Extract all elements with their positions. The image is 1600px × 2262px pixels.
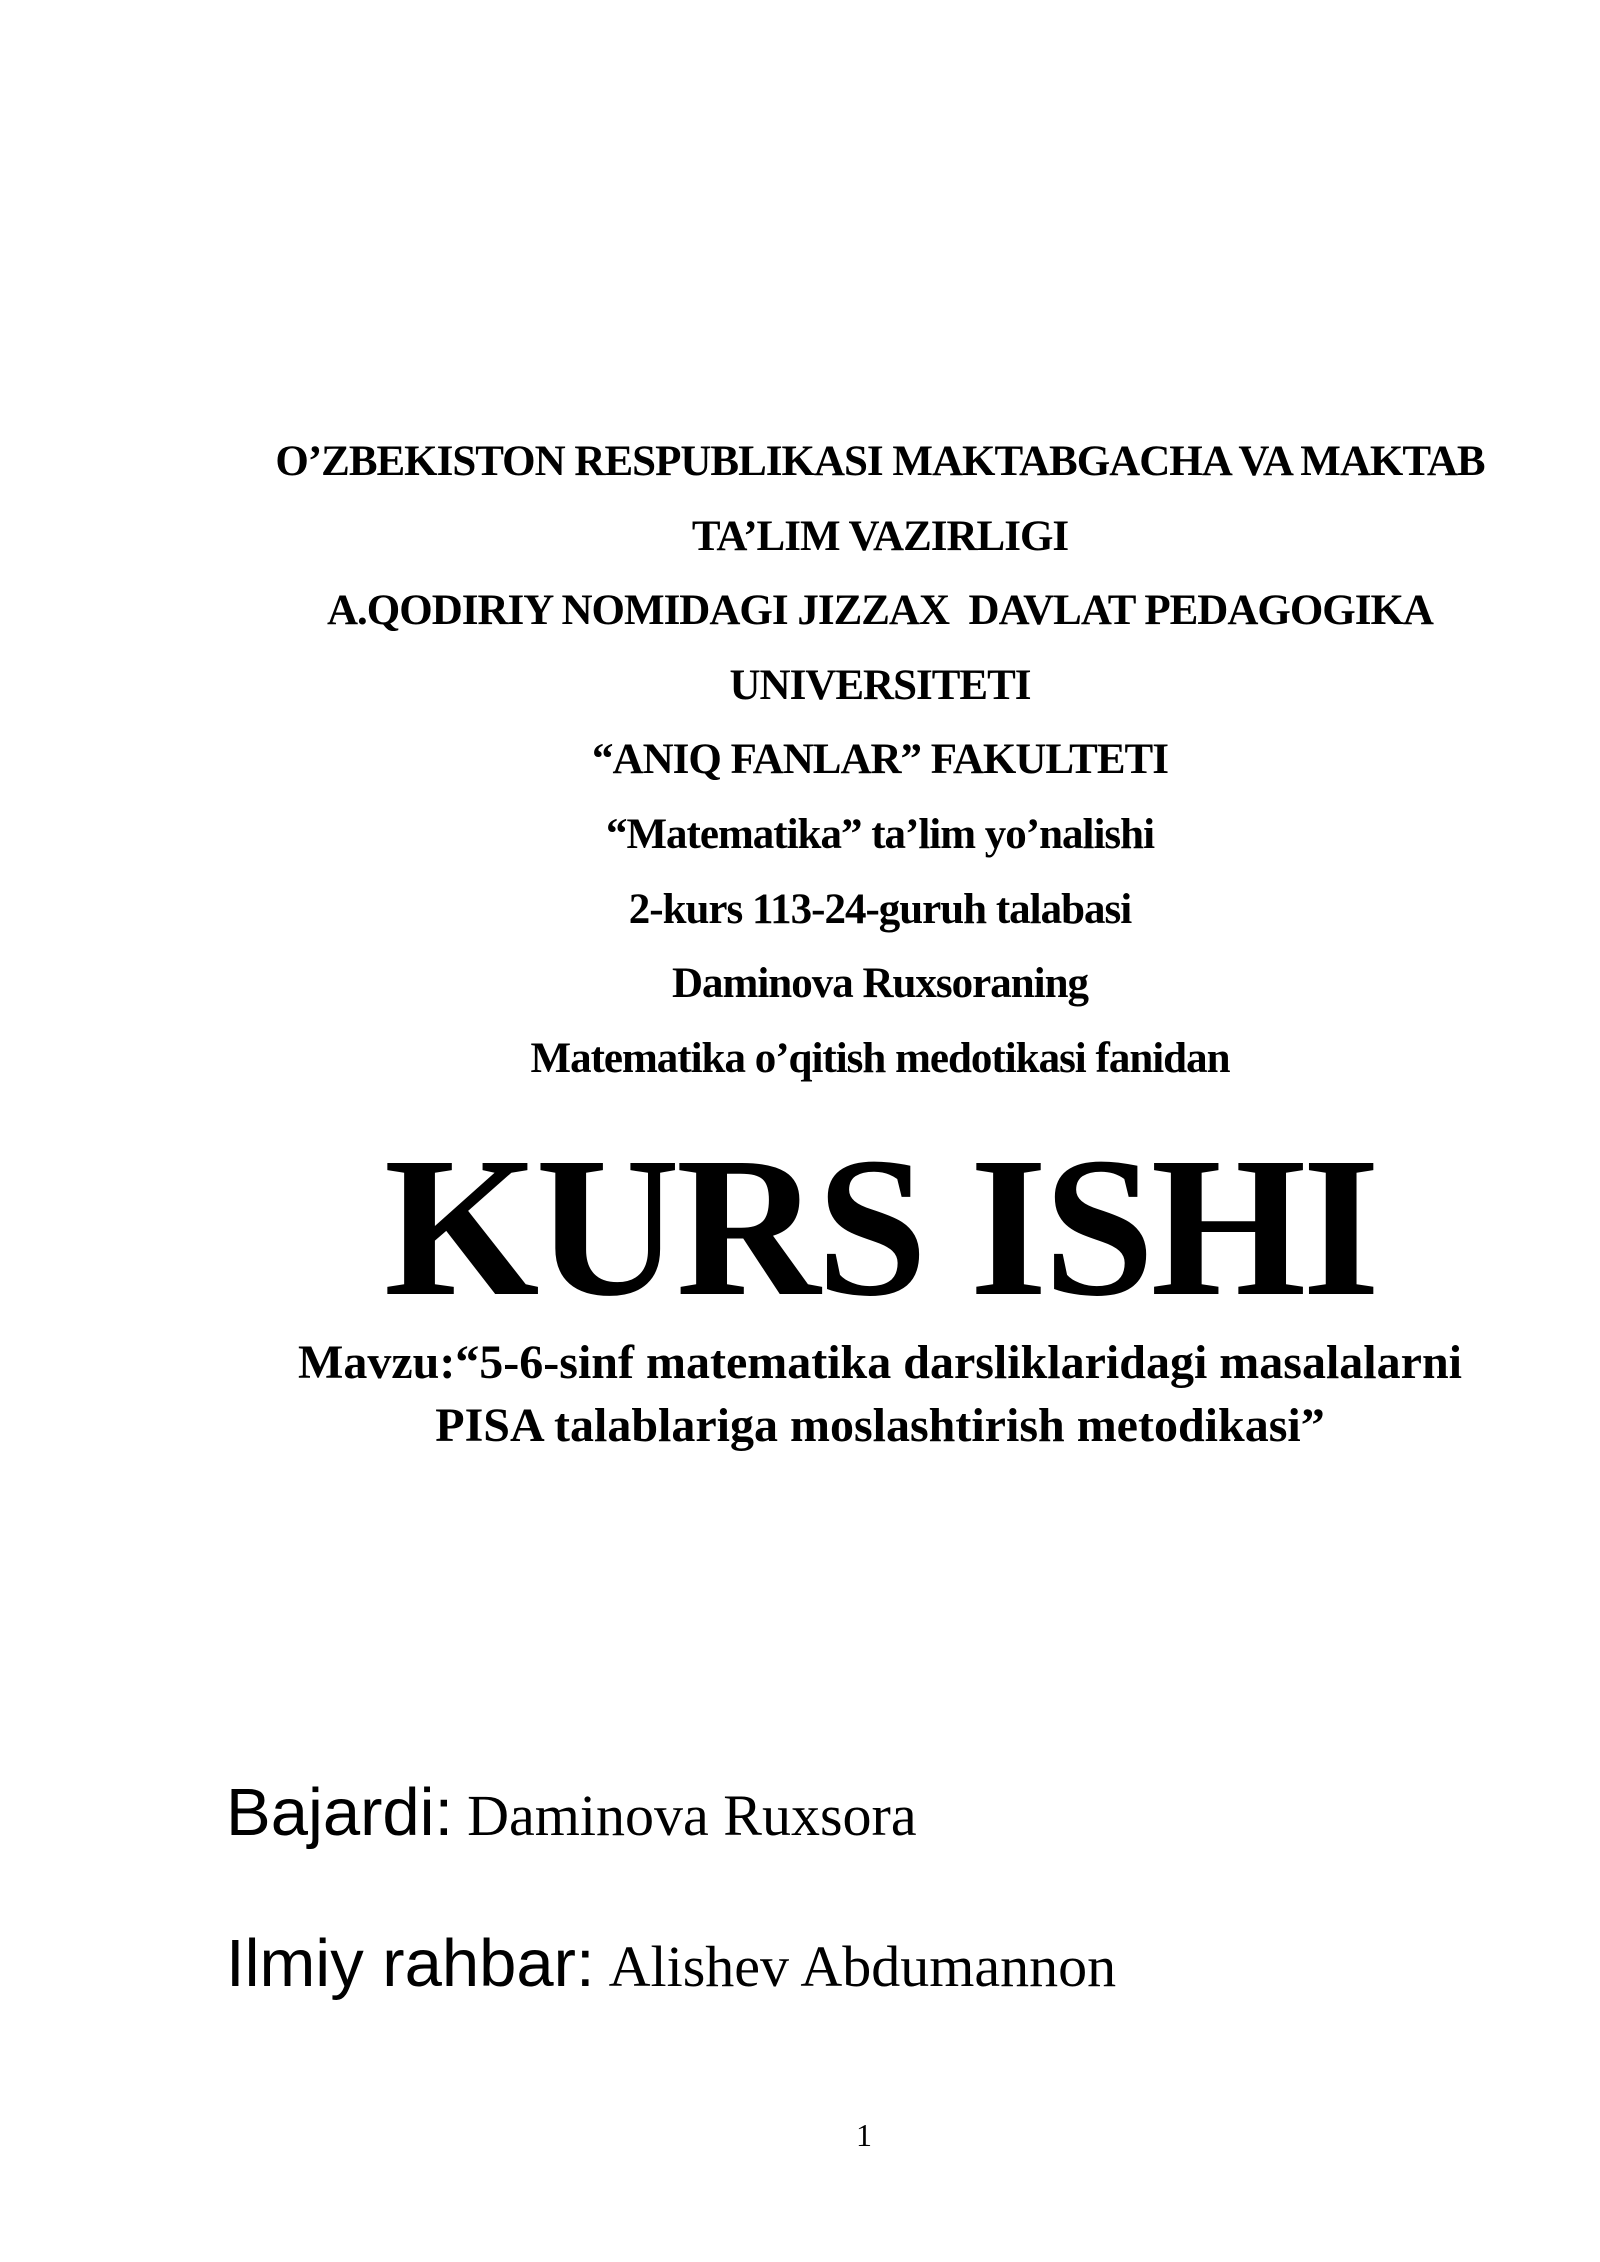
student-name-line: Daminova Ruxsoraning xyxy=(671,960,1089,1008)
document-title: KURS ISHI xyxy=(383,1117,1377,1338)
author-line xyxy=(226,1773,917,1856)
university-line-2: UNIVERSITETI xyxy=(729,661,1031,709)
ministry-line-2: TA’LIM VAZIRLIGI xyxy=(691,512,1069,560)
topic-block xyxy=(240,1332,1520,1457)
university-line-1: A.QODIRIY NOMIDAGI JIZZAX DAVLAT PEDAGOGIKA xyxy=(327,587,1433,635)
supervisor-line xyxy=(226,1924,1116,2007)
author-label: Bajardi: xyxy=(226,1775,454,1850)
topic-line-1: Mavzu:“5-6-sinf matematika darsliklaridagi masalalarni xyxy=(298,1336,1462,1389)
supervisor-label: Ilmiy rahbar: xyxy=(226,1926,595,2001)
student-group-line: 2-kurs 113-24-guruh talabasi xyxy=(628,885,1132,933)
supervisor-name: Alishev Abdumannon xyxy=(608,1934,1117,1999)
ministry-line-1: O’ZBEKISTON RESPUBLIKASI MAKTABGACHA VA MAKTAB xyxy=(275,438,1485,485)
author-name: Daminova Ruxsora xyxy=(467,1783,917,1848)
subject-line: Matematika o’qitish medotikasi fanidan xyxy=(530,1034,1230,1082)
program-line: “Matematika” ta’lim yo’nalishi xyxy=(605,810,1155,858)
institution-header xyxy=(240,425,1520,1096)
faculty-line: “ANIQ FANLAR” FAKULTETI xyxy=(592,736,1168,784)
topic-line-2: PISA talablariga moslashtirish metodikasi” xyxy=(435,1398,1325,1452)
page-number: 1 xyxy=(856,2117,872,2153)
